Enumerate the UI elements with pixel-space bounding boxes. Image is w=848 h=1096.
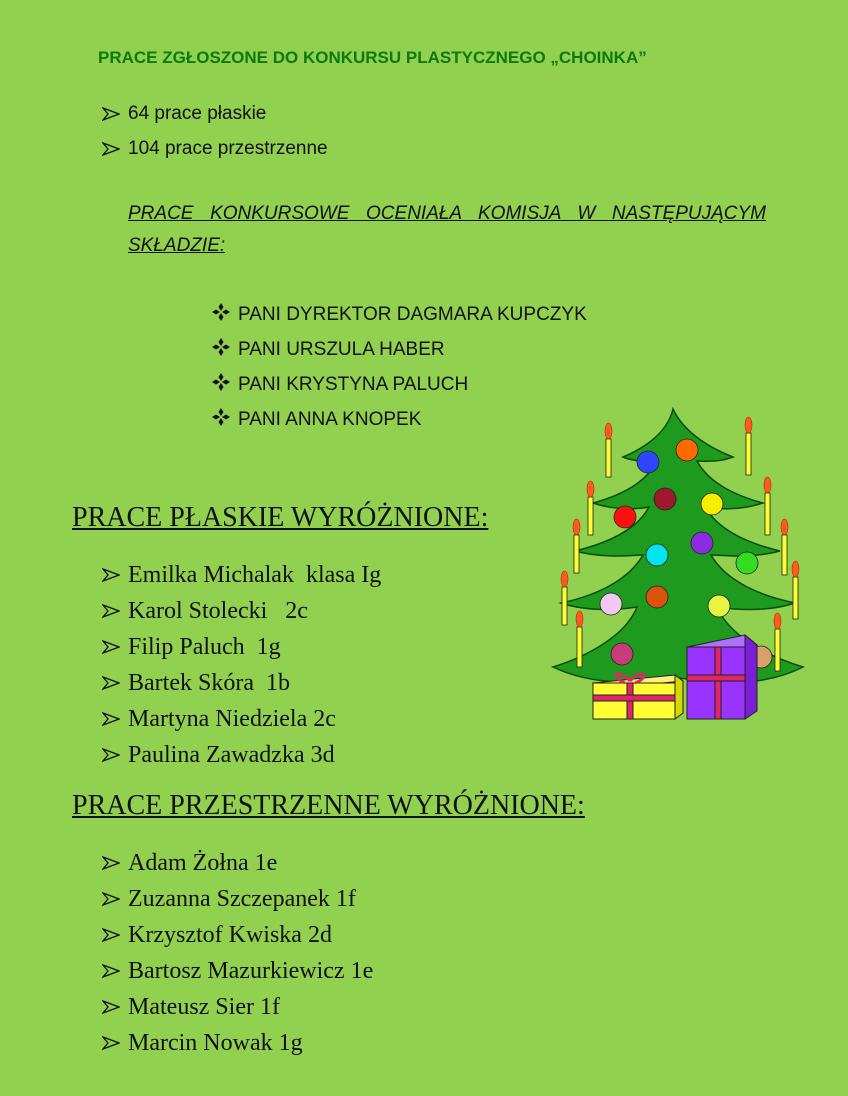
count-label: 64 prace płaskie (128, 102, 267, 124)
arrow-bullet-icon (102, 107, 128, 121)
page-title: PRACE ZGŁOSZONE DO KONKURSU PLASTYCZNEGO „CHOINKA” (98, 48, 647, 67)
diamond-bullet-icon (212, 338, 238, 362)
member-name: PANI URSZULA HABER (238, 338, 445, 360)
list-item (102, 131, 328, 166)
list-item (102, 881, 373, 917)
winner-name: Paulina Zawadzka 3d (128, 741, 335, 768)
list-item (102, 701, 381, 737)
flat-works-heading: PRACE PŁASKIE WYRÓŻNIONE: (72, 502, 489, 533)
diamond-bullet-icon (212, 408, 238, 432)
arrow-bullet-icon (102, 676, 128, 690)
list-item (102, 953, 373, 989)
winner-name: Bartosz Mazurkiewicz 1e (128, 957, 374, 984)
spatial-works-heading: PRACE PRZESTRZENNE WYRÓŻNIONE: (72, 790, 585, 821)
count-label: 104 prace przestrzenne (128, 137, 328, 159)
flat-winners-list (102, 557, 381, 773)
arrow-bullet-icon (102, 928, 128, 942)
arrow-bullet-icon (102, 856, 128, 870)
arrow-bullet-icon (102, 1036, 128, 1050)
list-item (102, 593, 381, 629)
winner-name: Adam Żołna 1e (128, 849, 278, 876)
member-name: PANI DYREKTOR DAGMARA KUPCZYK (238, 303, 587, 325)
list-item (102, 989, 373, 1025)
christmas-tree-icon (545, 405, 810, 730)
member-name: PANI KRYSTYNA PALUCH (238, 373, 469, 395)
list-item (102, 96, 328, 131)
winner-name: Marcin Nowak 1g (128, 1029, 303, 1056)
winner-name: Karol Stolecki 2c (128, 597, 308, 624)
diamond-bullet-icon (212, 373, 238, 397)
arrow-bullet-icon (102, 1000, 128, 1014)
arrow-bullet-icon (102, 748, 128, 762)
winner-name: Filip Paluch 1g (128, 633, 281, 660)
list-item (102, 1025, 373, 1061)
list-item (102, 917, 373, 953)
member-name: PANI ANNA KNOPEK (238, 408, 422, 430)
committee-heading: PRACE KONKURSOWE OCENIAŁA KOMISJA W NASTĘPUJĄCYM SKŁADZIE: (128, 203, 766, 256)
arrow-bullet-icon (102, 712, 128, 726)
winner-name: Bartek Skóra 1b (128, 669, 290, 696)
diamond-bullet-icon (212, 303, 238, 327)
winner-name: Martyna Niedziela 2c (128, 705, 336, 732)
arrow-bullet-icon (102, 964, 128, 978)
arrow-bullet-icon (102, 604, 128, 618)
winner-name: Krzysztof Kwiska 2d (128, 921, 332, 948)
submission-counts (102, 96, 328, 166)
winner-name: Zuzanna Szczepanek 1f (128, 885, 356, 912)
arrow-bullet-icon (102, 892, 128, 906)
list-item (102, 665, 381, 701)
spatial-winners-list (102, 845, 373, 1061)
winner-name: Mateusz Sier 1f (128, 993, 280, 1020)
list-item (102, 737, 381, 773)
arrow-bullet-icon (102, 142, 128, 156)
list-item (102, 845, 373, 881)
list-item (212, 367, 587, 402)
list-item (212, 332, 587, 367)
committee-members (212, 297, 587, 437)
arrow-bullet-icon (102, 568, 128, 582)
list-item (102, 557, 381, 593)
list-item (102, 629, 381, 665)
list-item (212, 402, 587, 437)
winner-name: Emilka Michalak klasa Ig (128, 561, 382, 588)
arrow-bullet-icon (102, 640, 128, 654)
list-item (212, 297, 587, 332)
